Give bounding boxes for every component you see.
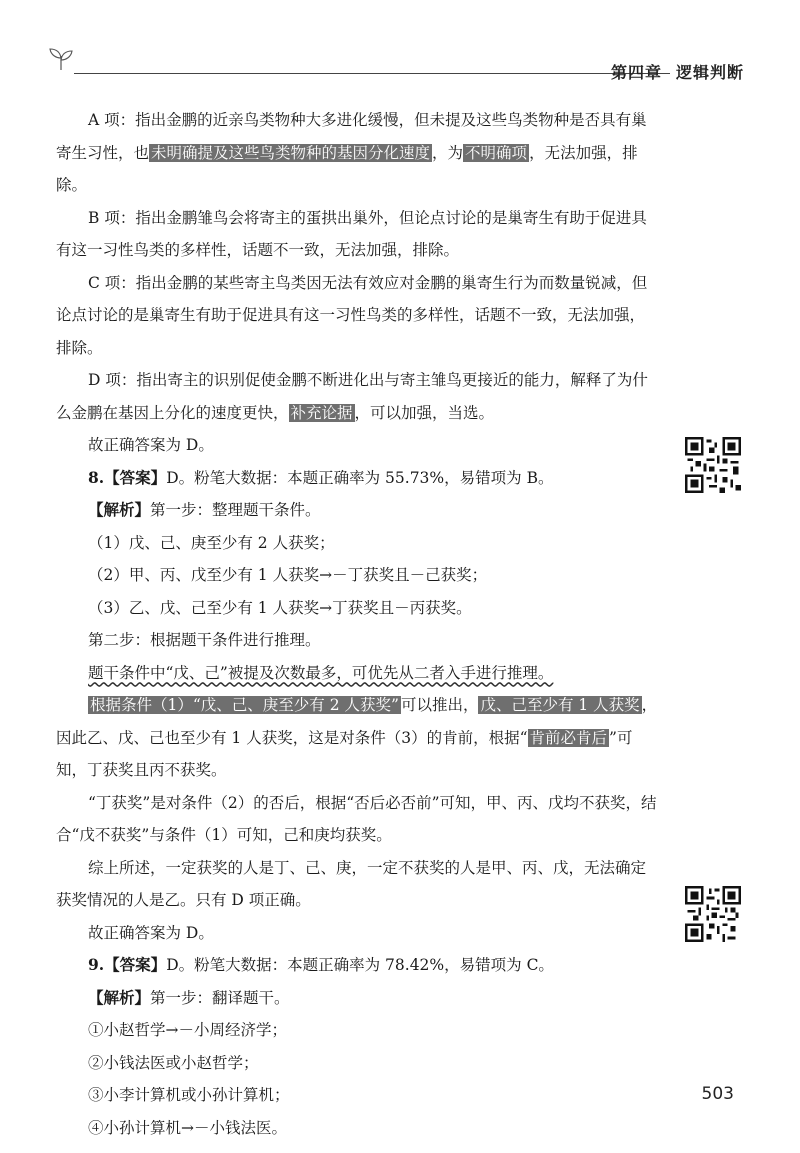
option-b-paragraph: B 项：指出金鹏雏鸟会将寄主的蛋拱出巢外，但论点讨论的是巢寄生有助于促进具有这一习性鸟类的多样性，话题不一致，无法加强，排除。: [56, 208, 647, 259]
wavy-underline: 题干条件中“戊、己”被提及次数最多，可优先从二者入手进行推理。: [88, 663, 554, 682]
chapter-number: 第四章: [610, 63, 662, 82]
qr-code-icon[interactable]: [685, 437, 741, 493]
answer-line: 故正确答案为 D。: [88, 923, 214, 942]
highlight: 根据条件（1）“戊、己、庚至少有 2 人获奖”: [90, 696, 399, 714]
inference-paragraph: [56, 689, 660, 787]
option-c-paragraph: C 项：指出金鹏的某些寄主鸟类因无法有效应对金鹏的巢寄生行为而数量锐减，但论点讨论的是巢寄生有助于促进具有这一习性鸟类的多样性，话题不一致，无法加强，排除。: [56, 273, 648, 357]
question-9-answer: [56, 949, 660, 982]
option-d-paragraph: [56, 364, 660, 429]
highlight: 补充论据: [290, 403, 353, 422]
text-span: ”可知，丁获奖且丙不获奖。: [56, 728, 633, 779]
analysis-label: 【解析】: [88, 987, 151, 1007]
text-span: A 项：指出金鹏的近亲鸟类物种大多进化缓慢，但未提及这些鸟类物种是否具有巢寄生习性，也: [56, 111, 647, 162]
statement-2: ②小钱法医或小赵哲学；: [88, 1053, 259, 1072]
chapter-heading: [611, 60, 744, 83]
statement-1: ①小赵哲学→－小周经济学；: [88, 1021, 287, 1039]
text-span: ，为: [432, 143, 464, 162]
header-rule: [74, 73, 670, 74]
text-span: ，因此乙、戊、己也至少有 1 人获奖，这是对条件（3）的肯前，根据“: [56, 696, 658, 747]
qr-code-icon[interactable]: [685, 886, 741, 942]
wavy-note: [56, 657, 660, 690]
page-number: 503: [701, 1084, 734, 1104]
text-span: 可以推出，: [400, 696, 479, 714]
text-span: 第一步：整理题干条件。: [150, 501, 321, 519]
highlight: 未明确提及这些鸟类物种的基因分化速度: [151, 143, 431, 162]
highlight: 肯前必肯后: [529, 728, 608, 747]
step-2: 第二步：根据题干条件进行推理。: [88, 631, 321, 649]
text-span: D。粉笔大数据：本题正确率为 55.73%，易错项为 B。: [166, 468, 554, 487]
question-9-analysis: [56, 982, 660, 1015]
summary-paragraph: 综上所述，一定获奖的人是丁、己、庚，一定不获奖的人是甲、丙、戊，无法确定获奖情况的人是乙。只有 D 项正确。: [56, 858, 647, 909]
deduction-paragraph: “丁获奖”是对条件（2）的否后，根据“否后必否前”可知，甲、丙、戊均不获奖，结合“戊不获奖”与条件（1）可知，己和庚均获奖。: [56, 793, 657, 844]
highlight: 戊、己至少有 1 人获奖: [480, 696, 640, 714]
condition-3: （3）乙、戊、己至少有 1 人获奖→丁获奖且－丙获奖。: [88, 598, 472, 617]
condition-1: （1）戊、己、庚至少有 2 人获奖；: [88, 533, 335, 552]
answer-label: 8.【答案】: [88, 467, 167, 487]
highlight: 不明确项: [465, 143, 528, 162]
text-span: 第一步：翻译题干。: [150, 988, 290, 1007]
text-span: D 项：指出寄主的识别促使金鹏不断进化出与寄主雏鸟更接近的能力，解释了为什么金鹏在基因上分化的速度更快，: [56, 371, 648, 422]
text-span: ，无法加强，排除。: [56, 143, 638, 194]
page-header: [0, 0, 800, 90]
text-span: ，可以加强，当选。: [354, 403, 495, 422]
condition-2: （2）甲、丙、戊至少有 1 人获奖→－丁获奖且－己获奖；: [88, 566, 488, 584]
analysis-label: 【解析】: [88, 500, 151, 519]
chapter-title: 逻辑判断: [675, 63, 744, 82]
text-span: D。粉笔大数据：本题正确率为 78.42%，易错项为 C。: [166, 956, 554, 974]
question-8-analysis: [56, 494, 660, 527]
page-content: [56, 104, 660, 1144]
statement-4: ④小孙计算机→－小钱法医。: [88, 1118, 287, 1137]
question-8-answer: [56, 462, 660, 495]
statement-3: ③小李计算机或小孙计算机；: [88, 1086, 290, 1104]
leaf-sprout-icon: [48, 46, 74, 72]
option-a-paragraph: [56, 104, 660, 202]
answer-label: 9.【答案】: [88, 955, 167, 974]
answer-line: 故正确答案为 D。: [88, 436, 214, 454]
